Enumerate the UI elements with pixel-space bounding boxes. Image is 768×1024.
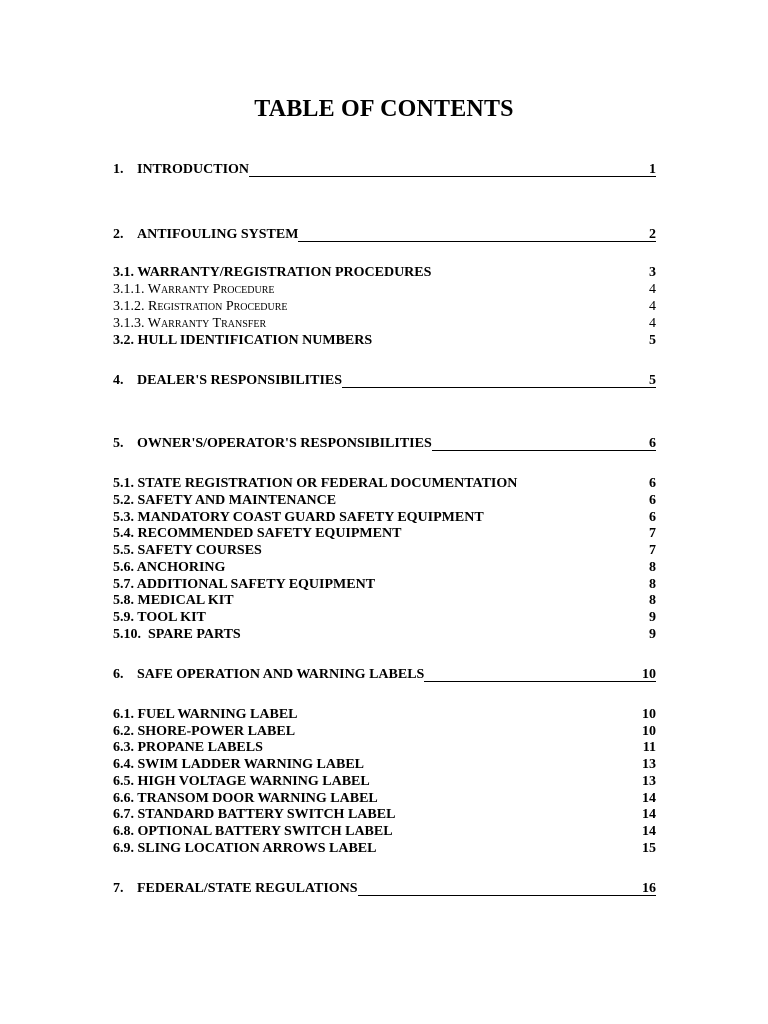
toc-entry-text: SPARE PARTS bbox=[148, 627, 241, 642]
toc-entry-number: 6.1. bbox=[113, 707, 134, 722]
toc-entry-number: 6.8. bbox=[113, 824, 134, 839]
toc-entry-label bbox=[113, 723, 295, 740]
toc-page-number: 10 bbox=[642, 724, 656, 739]
toc-entry-text: Registration Procedure bbox=[148, 299, 288, 314]
toc-entry-number: 5.2. bbox=[113, 493, 134, 508]
toc-page-number: 10 bbox=[642, 667, 656, 682]
toc-entry-label bbox=[113, 609, 206, 626]
toc-entry-text: ANTIFOULING SYSTEM bbox=[137, 227, 299, 242]
toc-entry-number: 5.3. bbox=[113, 510, 134, 525]
toc-section-entry[interactable] bbox=[113, 609, 656, 626]
toc-entry-number: 5.10. bbox=[113, 627, 141, 642]
toc-page-number: 6 bbox=[649, 476, 656, 491]
toc-entry-label bbox=[113, 756, 364, 773]
toc-section-entry[interactable] bbox=[113, 492, 656, 509]
toc-page-number: 4 bbox=[649, 299, 656, 314]
toc-entry-number: 6. bbox=[113, 667, 124, 682]
toc-page-number: 13 bbox=[642, 774, 656, 789]
toc-entry-label bbox=[113, 666, 424, 683]
toc-section-entry[interactable] bbox=[113, 509, 656, 526]
toc-entry-text: OPTIONAL BATTERY SWITCH LABEL bbox=[137, 824, 393, 839]
toc-entry-text: SWIM LADDER WARNING LABEL bbox=[137, 757, 365, 772]
toc-entry-number: 3.2. bbox=[113, 333, 134, 348]
toc-page-number: 2 bbox=[649, 227, 656, 242]
toc-page-number: 14 bbox=[642, 807, 656, 822]
toc-entry-text: ANCHORING bbox=[136, 560, 226, 575]
toc-page-number: 6 bbox=[649, 436, 656, 451]
toc-chapter-entry[interactable] bbox=[113, 435, 656, 452]
toc-leader-line bbox=[358, 895, 656, 896]
toc-leader-line bbox=[424, 681, 656, 682]
toc-entry-label bbox=[113, 281, 274, 298]
toc-section-entry[interactable] bbox=[113, 559, 656, 576]
toc-entry-number: 3.1.3. bbox=[113, 316, 145, 331]
toc-section-entry[interactable] bbox=[113, 264, 656, 281]
toc-entry-text: SLING LOCATION ARROWS LABEL bbox=[137, 841, 377, 856]
toc-entry-text: HULL IDENTIFICATION NUMBERS bbox=[137, 333, 373, 348]
toc-page-number: 10 bbox=[642, 707, 656, 722]
toc-subsection-entry[interactable] bbox=[113, 281, 656, 298]
toc-entry-number: 5.1. bbox=[113, 476, 134, 491]
toc-entry-text: OWNER'S/OPERATOR'S RESPONSIBILITIES bbox=[137, 436, 432, 451]
toc-entry-label bbox=[113, 806, 395, 823]
toc-entry-text: MEDICAL KIT bbox=[137, 593, 234, 608]
toc-entry-number: 3.1.1. bbox=[113, 282, 145, 297]
toc-entry-label bbox=[113, 298, 288, 315]
toc-entry-text: TRANSOM DOOR WARNING LABEL bbox=[137, 791, 378, 806]
toc-page-number: 15 bbox=[642, 841, 656, 856]
toc-entry-text: FUEL WARNING LABEL bbox=[137, 707, 298, 722]
toc-entry-text: SAFETY COURSES bbox=[137, 543, 262, 558]
toc-section-entry[interactable] bbox=[113, 756, 656, 773]
toc-section-entry[interactable] bbox=[113, 739, 656, 756]
toc-entry-number: 4. bbox=[113, 373, 124, 388]
toc-entry-label bbox=[113, 315, 266, 332]
toc-section-entry[interactable] bbox=[113, 626, 656, 643]
toc-entry-label bbox=[113, 525, 401, 542]
toc-leader-line bbox=[342, 387, 656, 388]
toc-page-number: 3 bbox=[649, 265, 656, 280]
toc-chapter-entry[interactable] bbox=[113, 226, 656, 243]
toc-section-entry[interactable] bbox=[113, 723, 656, 740]
toc-entry-text: MANDATORY COAST GUARD SAFETY EQUIPMENT bbox=[137, 510, 484, 525]
toc-entry-label bbox=[113, 475, 517, 492]
toc-section-entry[interactable] bbox=[113, 806, 656, 823]
toc-entry-number: 6.5. bbox=[113, 774, 134, 789]
toc-subsection-entry[interactable] bbox=[113, 298, 656, 315]
toc-entry-label bbox=[113, 773, 370, 790]
toc-entry-label bbox=[113, 332, 372, 349]
toc-page-number: 16 bbox=[642, 881, 656, 896]
toc-page-number: 1 bbox=[649, 162, 656, 177]
toc-entry-number: 7. bbox=[113, 881, 124, 896]
toc-entry-number: 6.9. bbox=[113, 841, 134, 856]
toc-entry-label bbox=[113, 626, 241, 643]
toc-entry-label bbox=[113, 226, 298, 243]
toc-page-number: 6 bbox=[649, 510, 656, 525]
toc-entry-text: Warranty Procedure bbox=[147, 282, 275, 297]
toc-entry-number: 5.8. bbox=[113, 593, 134, 608]
toc-entry-label bbox=[113, 509, 484, 526]
toc-section-entry[interactable] bbox=[113, 475, 656, 492]
toc-page-number: 6 bbox=[649, 493, 656, 508]
toc-entry-text: STATE REGISTRATION OR FEDERAL DOCUMENTATION bbox=[137, 476, 518, 491]
toc-entry-text: Warranty Transfer bbox=[147, 316, 267, 331]
toc-entry-text: STANDARD BATTERY SWITCH LABEL bbox=[137, 807, 396, 822]
toc-entry-label bbox=[113, 542, 262, 559]
toc-entry-number: 6.3. bbox=[113, 740, 134, 755]
toc-entry-text: RECOMMENDED SAFETY EQUIPMENT bbox=[137, 526, 402, 541]
toc-entry-number: 6.4. bbox=[113, 757, 134, 772]
toc-section-entry[interactable] bbox=[113, 823, 656, 840]
toc-section-entry[interactable] bbox=[113, 773, 656, 790]
toc-chapter-entry[interactable] bbox=[113, 372, 656, 389]
toc-entry-number: 2. bbox=[113, 227, 124, 242]
toc-entry-label bbox=[113, 559, 225, 576]
toc-entry-label bbox=[113, 840, 376, 857]
toc-entry-text: PROPANE LABELS bbox=[137, 740, 263, 755]
toc-section-entry[interactable] bbox=[113, 332, 656, 349]
toc-entry-label bbox=[113, 592, 234, 609]
toc-entry-text: HIGH VOLTAGE WARNING LABEL bbox=[137, 774, 370, 789]
toc-entry-label bbox=[113, 576, 375, 593]
toc-section-entry[interactable] bbox=[113, 542, 656, 559]
toc-page-number: 8 bbox=[649, 577, 656, 592]
toc-entry-number: 6.2. bbox=[113, 724, 134, 739]
toc-entry-label bbox=[113, 372, 342, 389]
page-title: TABLE OF CONTENTS bbox=[254, 96, 514, 122]
toc-page-number: 8 bbox=[649, 560, 656, 575]
toc-page-number: 9 bbox=[649, 610, 656, 625]
toc-entry-number: 5. bbox=[113, 436, 124, 451]
toc-entry-text: SAFETY AND MAINTENANCE bbox=[137, 493, 337, 508]
toc-page-number: 8 bbox=[649, 593, 656, 608]
toc-page-number: 4 bbox=[649, 282, 656, 297]
toc-entry-number: 5.5. bbox=[113, 543, 134, 558]
toc-section-entry[interactable] bbox=[113, 592, 656, 609]
toc-section-entry[interactable] bbox=[113, 790, 656, 807]
toc-entry-number: 1. bbox=[113, 162, 124, 177]
toc-subsection-entry[interactable] bbox=[113, 315, 656, 332]
toc-page-number: 7 bbox=[649, 526, 656, 541]
toc-leader-line bbox=[298, 241, 656, 242]
toc-section-entry[interactable] bbox=[113, 525, 656, 542]
toc-entry-text: SAFE OPERATION AND WARNING LABELS bbox=[137, 667, 425, 682]
toc-page-number: 9 bbox=[649, 627, 656, 642]
toc-page-number: 4 bbox=[649, 316, 656, 331]
toc-entry-text: ADDITIONAL SAFETY EQUIPMENT bbox=[136, 577, 376, 592]
toc-entry-number: 5.4. bbox=[113, 526, 134, 541]
toc-page-number: 14 bbox=[642, 791, 656, 806]
toc-entry-text: DEALER'S RESPONSIBILITIES bbox=[137, 373, 343, 388]
toc-entry-text: WARRANTY/REGISTRATION PROCEDURES bbox=[137, 265, 432, 280]
toc-entry-label bbox=[113, 435, 432, 452]
toc-chapter-entry[interactable] bbox=[113, 666, 656, 683]
toc-entry-number: 3.1. bbox=[113, 265, 134, 280]
toc-entry-label bbox=[113, 880, 358, 897]
toc-section-entry[interactable] bbox=[113, 840, 656, 857]
toc-section-entry[interactable] bbox=[113, 576, 656, 593]
toc-entry-label bbox=[113, 739, 263, 756]
toc-page-number: 5 bbox=[649, 373, 656, 388]
toc-page-number: 7 bbox=[649, 543, 656, 558]
toc-page-number: 5 bbox=[649, 333, 656, 348]
toc-entry-number: 6.7. bbox=[113, 807, 134, 822]
toc-section-entry[interactable] bbox=[113, 706, 656, 723]
toc-page-number: 13 bbox=[642, 757, 656, 772]
toc-entry-number: 6.6. bbox=[113, 791, 134, 806]
toc-leader-line bbox=[432, 450, 656, 451]
toc-entry-label bbox=[113, 161, 249, 178]
toc-entry-text: FEDERAL/STATE REGULATIONS bbox=[137, 881, 358, 896]
toc-entry-number: 5.6. bbox=[113, 560, 134, 575]
toc-leader-line bbox=[249, 176, 656, 177]
toc-entry-label bbox=[113, 706, 298, 723]
toc-entry-number: 3.1.2. bbox=[113, 299, 145, 314]
toc-entry-text: TOOL KIT bbox=[137, 610, 206, 625]
toc-page-number: 11 bbox=[642, 740, 656, 755]
toc-entry-label bbox=[113, 790, 378, 807]
toc-page-number: 14 bbox=[642, 824, 656, 839]
toc-entry-text: SHORE-POWER LABEL bbox=[137, 724, 296, 739]
toc-entry-label bbox=[113, 492, 336, 509]
toc-chapter-entry[interactable] bbox=[113, 880, 656, 897]
toc-entry-text: INTRODUCTION bbox=[137, 162, 250, 177]
toc-entry-label bbox=[113, 823, 393, 840]
toc-entry-label bbox=[113, 264, 431, 281]
toc-entry-number: 5.7. bbox=[113, 577, 134, 592]
toc-chapter-entry[interactable] bbox=[113, 161, 656, 178]
toc-entry-number: 5.9. bbox=[113, 610, 134, 625]
